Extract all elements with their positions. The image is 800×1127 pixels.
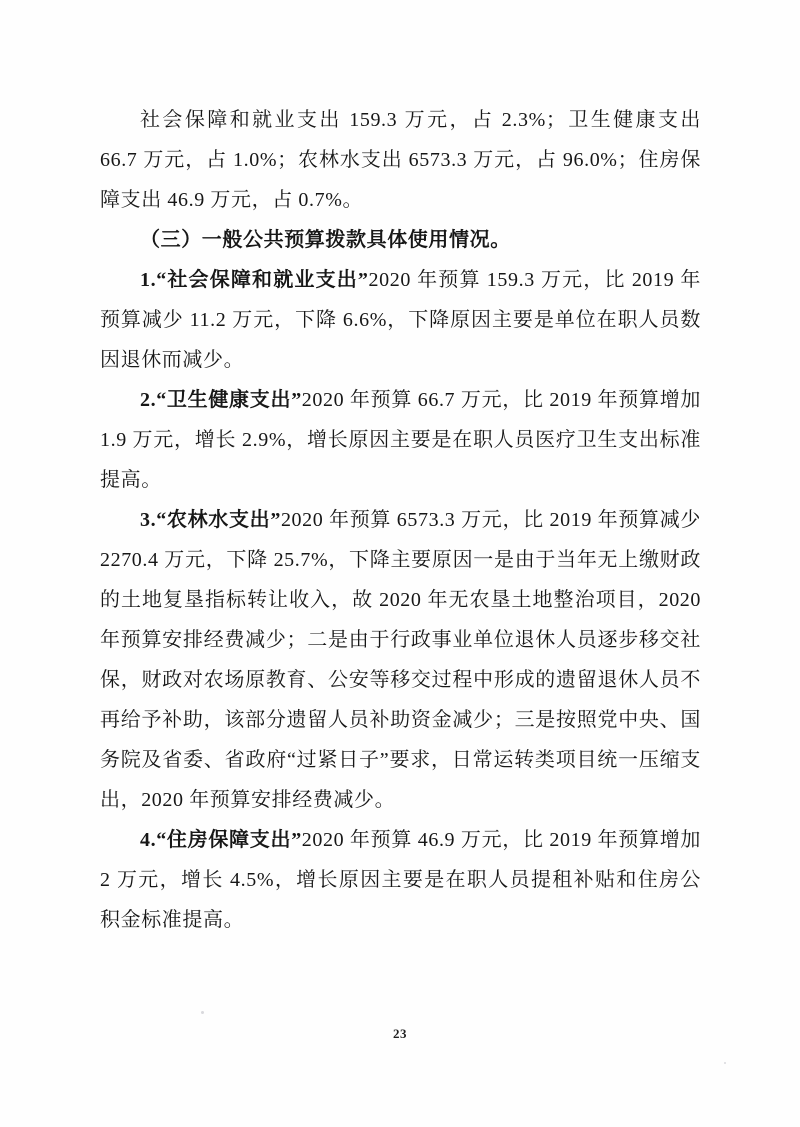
paragraph-lead: 3.“农林水支出” bbox=[140, 509, 281, 531]
page-number: 23 bbox=[393, 1026, 407, 1041]
document-body bbox=[100, 100, 701, 940]
paragraph-lead: 2.“卫生健康支出” bbox=[140, 389, 302, 411]
paragraph-text: 2020 年预算 46.9 万元，比 2019 年预算增加 2 万元，增长 4.5%，增长原因主要是在职人员提租补贴和住房公积金标准提高。 bbox=[100, 829, 702, 931]
paragraph-housing-expenditure bbox=[100, 820, 701, 940]
section-heading-text: （三）一般公共预算拨款具体使用情况。 bbox=[140, 229, 511, 251]
section-heading-specific-usage bbox=[100, 220, 701, 260]
paragraph-lead: 1.“社会保障和就业支出” bbox=[140, 269, 369, 291]
paragraph-lead: 4.“住房保障支出” bbox=[140, 829, 302, 851]
paragraph-text: 2020 年预算 66.7 万元，比 2019 年预算增加 1.9 万元，增长 2.9%，增长原因主要是在职人员医疗卫生支出标准提高。 bbox=[100, 389, 702, 491]
paragraph-text: 2020 年预算 159.3 万元，比 2019 年预算减少 11.2 万元，下降 6.6%，下降原因主要是单位在职人员数因退休而减少。 bbox=[100, 269, 701, 371]
paragraph-agriculture-water-expenditure bbox=[100, 500, 701, 820]
paragraph-social-security-expenditure bbox=[100, 260, 701, 380]
paragraph-health-expenditure bbox=[100, 380, 701, 500]
scan-noise-speck bbox=[724, 1062, 726, 1064]
paragraph-expenditure-overview bbox=[100, 100, 701, 220]
scan-noise-speck bbox=[201, 1011, 204, 1014]
paragraph-text: 社会保障和就业支出 159.3 万元，占 2.3%；卫生健康支出 66.7 万元，占 1.0%；农林水支出 6573.3 万元，占 96.0%；住房保障支出 46.9 万元，占 0.7%。 bbox=[100, 109, 701, 211]
paragraph-text: 2020 年预算 6573.3 万元，比 2019 年预算减少 2270.4 万元，下降 25.7%，下降主要原因一是由于当年无上缴财政的土地复垦指标转让收入，故 2020 年无农垦土地整治项目，2020 年预算安排经费减少；二是由于行政事业单位退休人员逐步移交社保，财政对农场原教育、公安等移交过程中形成的遗留退休人员不再给予补助，该部分遗留人员补助资金减少；三是按照党中央、国务院及省委、省政府“过紧日子”要求，日常运转类项目统一压缩支出，2020 年预算安排经费减少。 bbox=[100, 509, 701, 811]
